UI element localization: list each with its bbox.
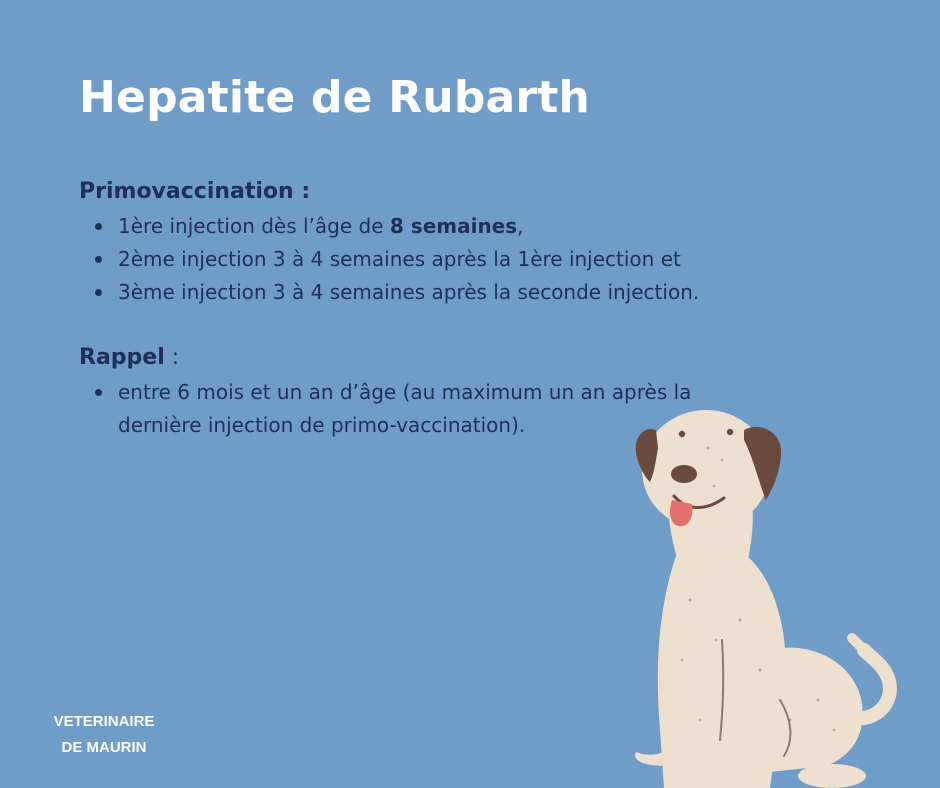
list-item bbox=[118, 210, 799, 243]
list-item: 2ème injection 3 à 4 semaines après la 1ère injection et bbox=[118, 243, 799, 276]
list-item: 3ème injection 3 à 4 semaines après la seconde injection. bbox=[118, 276, 799, 309]
dog-illustration-icon bbox=[620, 400, 920, 788]
brand-line-1: VETERINAIRE bbox=[53, 713, 155, 730]
rappel-heading-colon: : bbox=[164, 345, 180, 370]
primovaccination-section bbox=[79, 178, 799, 309]
list-item-text: , bbox=[517, 214, 524, 238]
page-title: Hepatite de Rubarth bbox=[79, 72, 591, 123]
dog-nose bbox=[671, 465, 697, 483]
list-item-text: 1ère injection dès l’âge de bbox=[118, 214, 390, 238]
dog-eye-right bbox=[727, 429, 733, 435]
brand-logo bbox=[48, 709, 160, 761]
primovaccination-list bbox=[79, 210, 799, 309]
dog-eye-left bbox=[679, 431, 685, 437]
list-item-bold-text: 8 semaines bbox=[389, 214, 518, 238]
rappel-heading bbox=[79, 344, 799, 372]
list-item: entre 6 mois et un an d’âge (au maximum un an après la dernière injection de primo-vaccination). bbox=[118, 376, 738, 442]
primovaccination-heading: Primovaccination : bbox=[79, 179, 311, 204]
dog-tail-tip bbox=[852, 638, 864, 650]
rappel-heading-label: Rappel bbox=[79, 345, 165, 370]
brand-line-2: DE MAURIN bbox=[61, 739, 147, 756]
dog-back-paw bbox=[798, 764, 866, 788]
